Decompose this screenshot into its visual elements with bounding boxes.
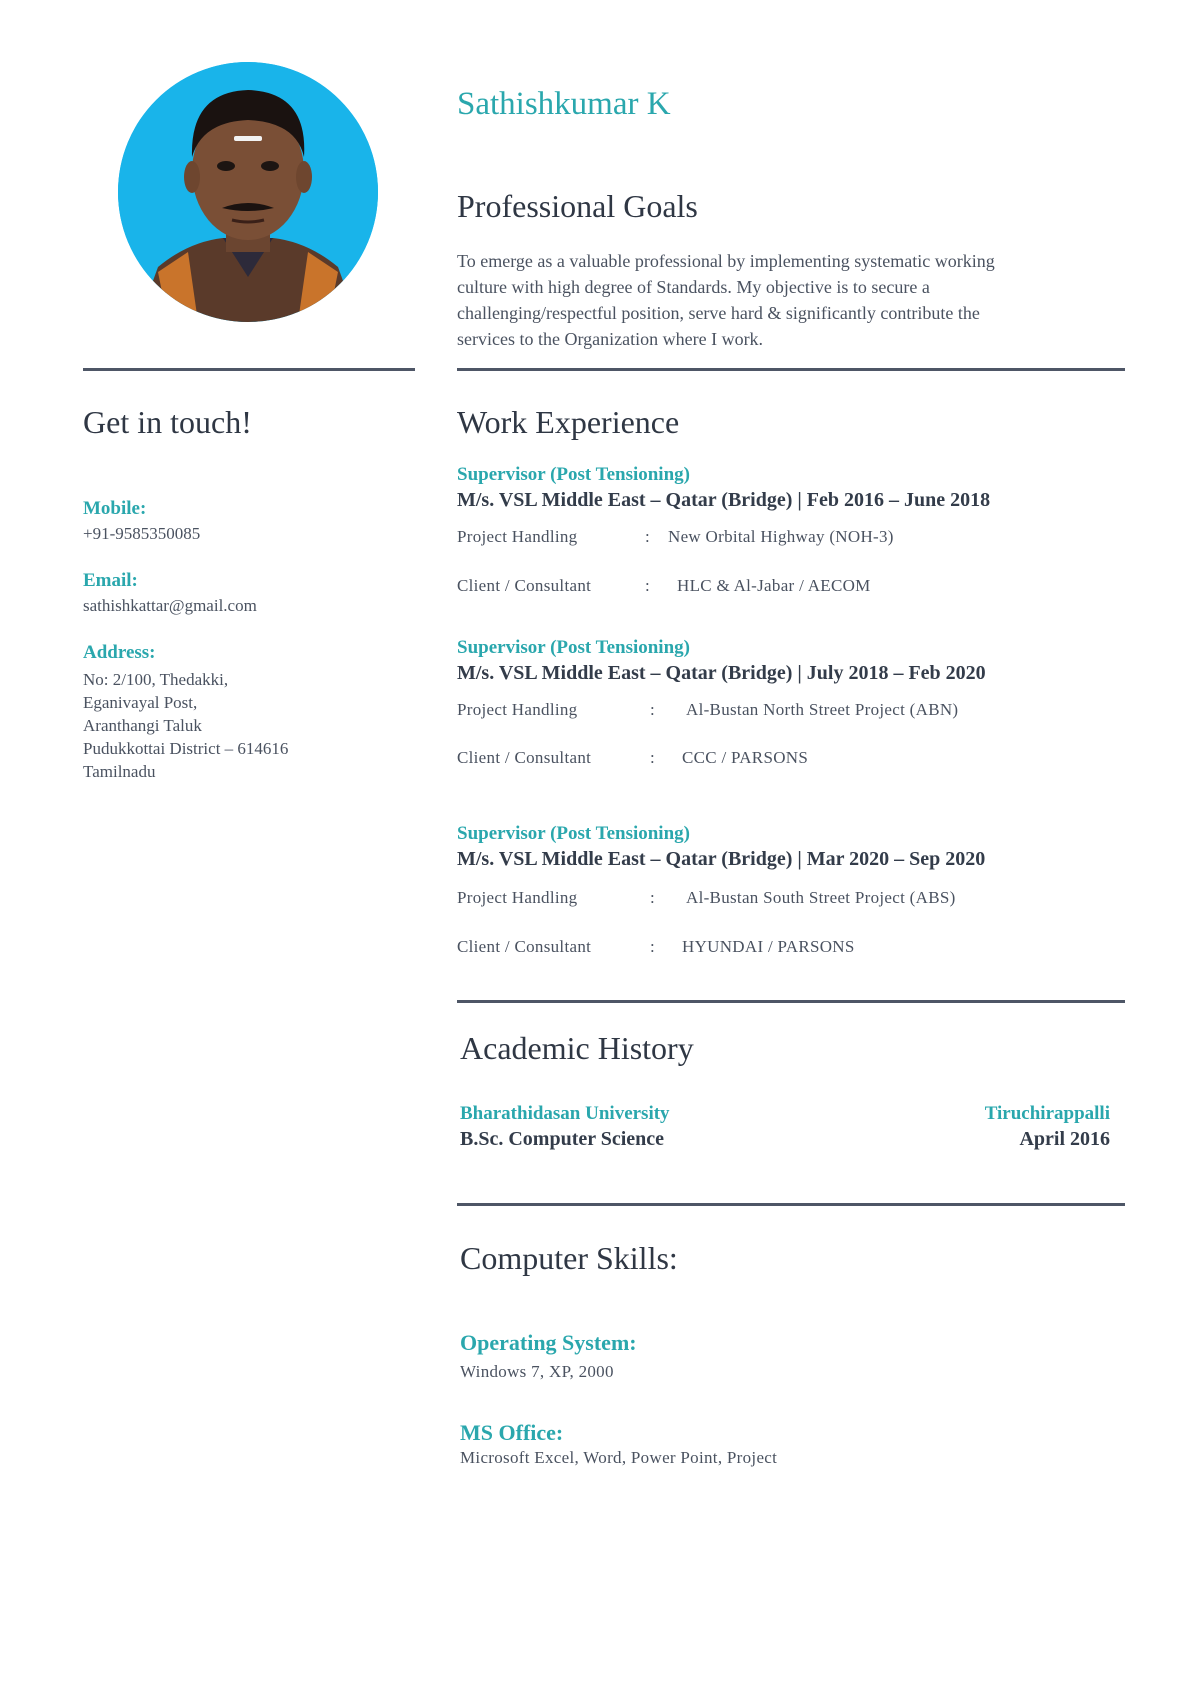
separator-colon: : xyxy=(645,576,650,595)
client-label: Client / Consultant xyxy=(457,748,592,767)
client-value: HLC & Al-Jabar / AECOM xyxy=(677,576,871,595)
mobile-label: Mobile: xyxy=(83,498,147,519)
job-title: Supervisor (Post Tensioning) xyxy=(457,464,690,485)
project-value: Al-Bustan South Street Project (ABS) xyxy=(686,888,956,907)
work-heading: Work Experience xyxy=(457,404,680,440)
separator-colon: : xyxy=(645,527,650,546)
project-value: New Orbital Highway (NOH-3) xyxy=(668,527,894,546)
goals-text xyxy=(457,248,1097,352)
job-title: Supervisor (Post Tensioning) xyxy=(457,823,690,844)
candidate-name: Sathishkumar K xyxy=(457,86,671,122)
separator-colon: : xyxy=(650,937,655,956)
address-label: Address: xyxy=(83,642,156,663)
job-company: M/s. VSL Middle East – Qatar (Bridge) | Mar 2020 – Sep 2020 xyxy=(457,848,986,870)
contact-heading: Get in touch! xyxy=(83,404,252,440)
goals-line: challenging/respectful position, serve hard & significantly contribute the xyxy=(457,303,980,323)
address-line: Eganivayal Post, xyxy=(83,693,198,712)
mobile-value: +91-9585350085 xyxy=(83,524,201,543)
goals-line: To emerge as a valuable professional by implementing systematic working xyxy=(457,251,995,271)
address-line: Pudukkottai District – 614616 xyxy=(83,739,289,758)
os-value: Windows 7, XP, 2000 xyxy=(460,1362,614,1381)
graduation-date: April 2016 xyxy=(1019,1128,1110,1150)
project-label: Project Handling xyxy=(457,888,578,907)
divider-left xyxy=(83,368,415,371)
separator-colon: : xyxy=(650,748,655,767)
address-line: Aranthangi Taluk xyxy=(83,716,202,735)
client-value: CCC / PARSONS xyxy=(682,748,809,767)
divider-academic xyxy=(457,1203,1125,1206)
academic-heading: Academic History xyxy=(460,1030,694,1066)
email-value[interactable]: sathishkattar@gmail.com xyxy=(83,596,257,615)
skills-heading: Computer Skills: xyxy=(460,1240,678,1276)
address-value xyxy=(83,668,288,783)
os-label: Operating System: xyxy=(460,1330,637,1355)
separator-colon: : xyxy=(650,700,655,719)
divider-work xyxy=(457,1000,1125,1003)
address-line: No: 2/100, Thedakki, xyxy=(83,670,229,689)
goals-line: culture with high degree of Standards. My objective is to secure a xyxy=(457,277,930,297)
ms-office-label: MS Office: xyxy=(460,1420,564,1445)
project-value: Al-Bustan North Street Project (ABN) xyxy=(686,700,959,719)
client-value: HYUNDAI / PARSONS xyxy=(682,937,855,956)
university-location: Tiruchirappalli xyxy=(984,1103,1110,1124)
job-company: M/s. VSL Middle East – Qatar (Bridge) | July 2018 – Feb 2020 xyxy=(457,662,986,684)
degree-name: B.Sc. Computer Science xyxy=(460,1128,665,1150)
email-label: Email: xyxy=(83,570,138,591)
separator-colon: : xyxy=(650,888,655,907)
job-company: M/s. VSL Middle East – Qatar (Bridge) | Feb 2016 – June 2018 xyxy=(457,489,991,511)
job-title: Supervisor (Post Tensioning) xyxy=(457,637,690,658)
address-line: Tamilnadu xyxy=(83,762,156,781)
divider-goals xyxy=(457,368,1125,371)
goals-line: services to the Organization where I work. xyxy=(457,329,764,349)
person-portrait-icon xyxy=(118,62,378,322)
profile-photo xyxy=(118,62,378,322)
goals-heading: Professional Goals xyxy=(457,188,698,224)
client-label: Client / Consultant xyxy=(457,576,592,595)
university-name: Bharathidasan University xyxy=(460,1103,670,1124)
project-label: Project Handling xyxy=(457,700,578,719)
client-label: Client / Consultant xyxy=(457,937,592,956)
project-label: Project Handling xyxy=(457,527,578,546)
ms-office-value: Microsoft Excel, Word, Power Point, Project xyxy=(460,1448,778,1467)
